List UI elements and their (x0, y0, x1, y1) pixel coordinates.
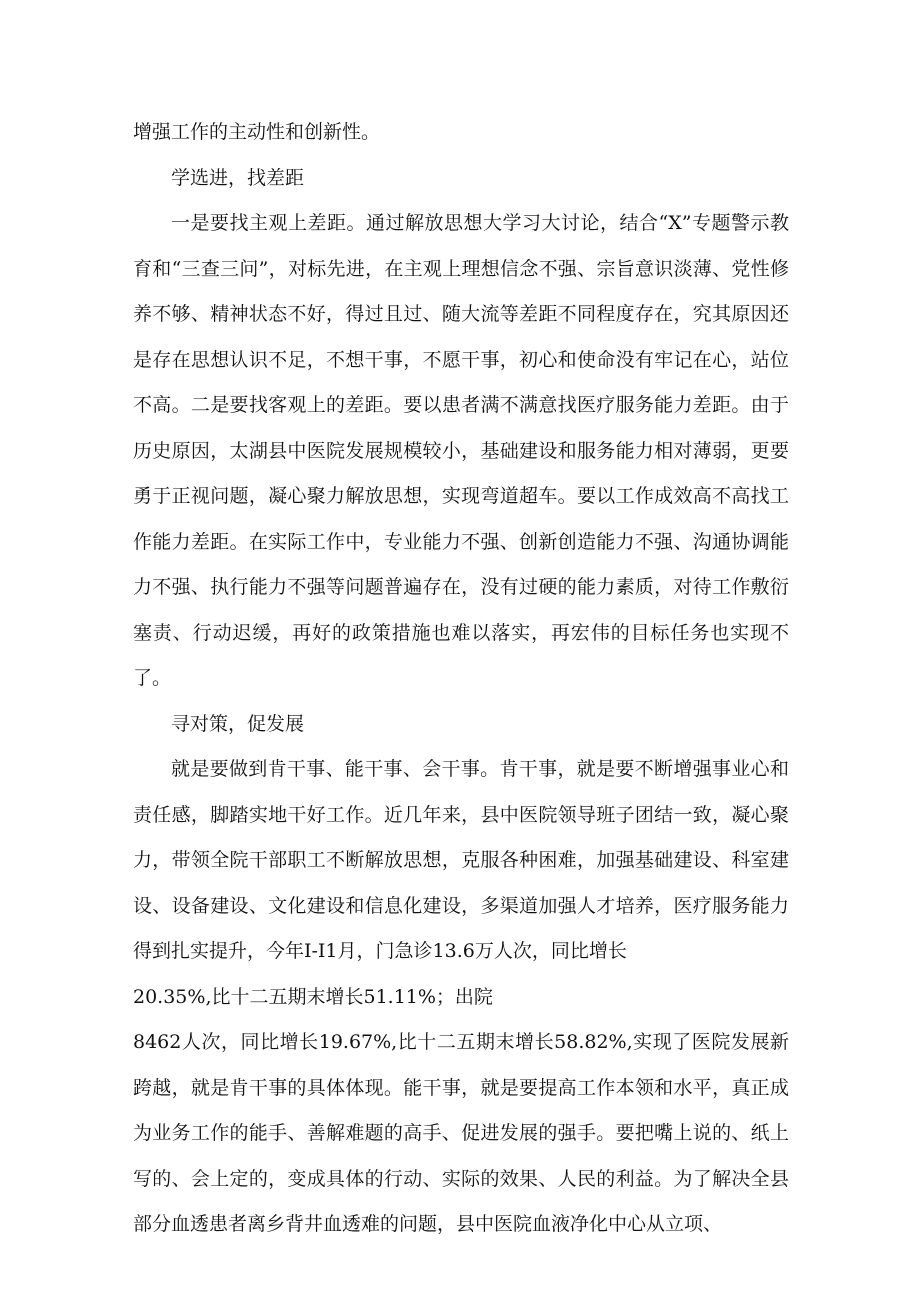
section-heading-seek-measures: 寻对策，促发展 (171, 712, 305, 735)
paragraph-stats-line: 20.35%,比十二五期末增长51.11%；出院 (133, 985, 493, 1008)
paragraph-stats-continuation: 8462人次，同比增长19.67%,比十二五期末增长58.82%,实现了医院发展新跨越，就是肯干事的具体体现。能干事，就是要提高工作本领和水平，真正成为业务工作的能手、善解难题的高手、促进发展的强手。要把嘴上说的、纸上写的、会上定的，变成具体的行动、实际的效果、人民的利益。为了解决全县部分血透患者离乡背井血透难的问题，县中医院血液净化中心从立项、 (133, 1031, 789, 1235)
paragraph-find-gap: 一是要找主观上差距。通过解放思想大学习大讨论，结合“X”专题警示教育和“三查三问”，对标先进，在主观上理想信念不强、宗旨意识淡薄、党性修养不够、精神状态不好，得过且过、随大流等差距不同程度存在，究其原因还是存在思想认识不足，不想干事，不愿干事，初心和使命没有牢记在心，站位不高。二是要找客观上的差距。要以患者满不满意找医疗服务能力差距。由于历史原因，太湖县中医院发展规模较小，基础建设和服务能力相对薄弱，更要勇于正视问题，凝心聚力解放思想，实现弯道超车。要以工作成效高不高找工作能力差距。在实际工作中，专业能力不强、创新创造能力不强、沟通协调能力不强、执行能力不强等问题普遍存在，没有过硬的能力素质，对待工作敷衍塞责、行动迟缓，再好的政策措施也难以落实，再宏伟的目标任务也实现不了。 (133, 212, 789, 689)
document-page (133, 110, 789, 1248)
continuation-line: 增强工作的主动性和创新性。 (133, 121, 381, 143)
section-heading-find-gap: 学选进，找差距 (171, 166, 305, 189)
paragraph-seek-measures: 就是要做到肯干事、能干事、会干事。肯干事，就是要不断增强事业心和责任感，脚踏实地干好工作。近几年来，县中医院领导班子团结一致，凝心聚力，带领全院干部职工不断解放思想，克服各种困难，加强基础建设、科室建设、设备建设、文化建设和信息化建设，多渠道加强人才培养，医疗服务能力得到扎实提升，今年I-I1月，门急诊13.6万人次，同比增长 (133, 758, 789, 962)
